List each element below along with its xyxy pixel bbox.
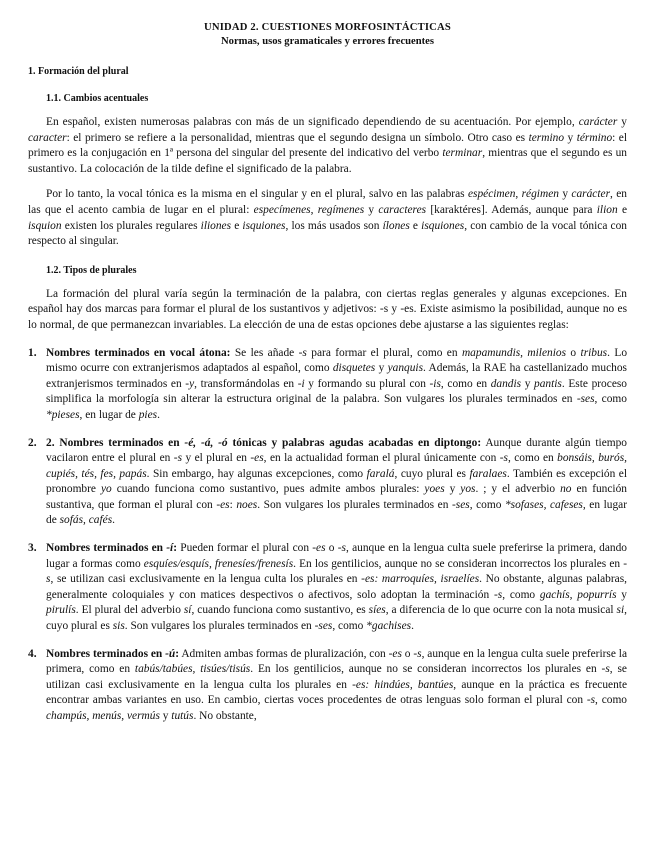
section-heading-plural: 1. Formación del plural [28, 66, 129, 77]
rules-list [28, 346, 627, 725]
subsection-heading-plural-types: 1.2. Tipos de plurales [46, 264, 137, 276]
paragraph-plural-intro: La formación del plural varía según la terminación de la palabra, con ciertas reglas generales y algunas excepciones. En español hay dos marcas para formar el plural de los sustantivos y adjetivos: -s y -es. Existe asimismo la posibilidad, aunque no es lo normal, de que permanezcan invariables. La elección de una de estas opciones debe ajustarse a las siguientes reglas: [28, 287, 627, 331]
document-subtitle: Normas, usos gramaticales y errores frecuentes [221, 36, 434, 47]
subsection-heading-accent-changes: 1.1. Cambios acentuales [46, 93, 149, 104]
list-item: 2. 2. Nombres terminados en -é, -á, -ó tónicas y palabras agudas acabadas en diptongo: Aunque durante algún tiempo vacilaron entre el plural en -s y el plural en -es, en la actualidad forman el plural únicamente con -s, como en bonsáis, burós, cupiés, tés, fes, papás. Sin embargo, hay algunas excepciones, como faralá, cuyo plural es faralaes. También es excepción el pronombre yo cuando funciona como sustantivo, pues admite ambos plurales: yoes y yos. ; y el adverbio no en función sustantiva, que forman el plural con -es: noes. Son vulgares los plurales terminados en -ses, como *sofases, cafeses, en lugar de sofás, cafés. [28, 436, 628, 527]
paragraph-tonic-vowel: Por lo tanto, la vocal tónica es la misma en el singular y en el plural, salvo en las palabras espécimen, régimen y carácter, en las que el acento cambia de lugar en el plural: especímenes, regímenes y caracteres [karaktéres]. Además, aunque para ilion e isquion existen los plurales regulares iliones e isquiones, los más usados son ílones e isquiones, con cambio de la vocal tónica con respecto al singular. [28, 188, 628, 248]
paragraph-accentuation: En español, existen numerosas palabras con más de un significado dependiendo de su acentuación. Por ejemplo, carácter y caracter: el primero se refiere a la personalidad, mientras que el segundo designa un símbolo. Otro caso es termino y término: el primero es la conjugación en 1ª persona del singular del presente del indicativo del verbo terminar, mientras que el segundo es un sustantivo. La colocación de la tilde define el significado de la palabra. [28, 116, 628, 175]
list-item: 4. Nombres terminados en -ú: Admiten ambas formas de pluralización, con -es o -s, aunque en la lengua culta suele preferirse la primera, como en tabús/tabúes, tisúes/tisús. En los gentilicios, aunque no se consideran incorrectos los plurales en -s, se utilizan casi exclusivamente en la lengua culta los plurales en -es: hindúes, bantúes, aunque en la práctica es frecuente encontrar ambas variantes en uso. En cambio, ciertas voces procedentes de otras lenguas solo forman el plural con -s, como champús, menús, vermús y tutús. No obstante, [28, 647, 628, 722]
document-title: UNIDAD 2. CUESTIONES MORFOSINTÁCTICAS [204, 22, 451, 33]
list-item: 3. Nombres terminados en -í: Pueden formar el plural con -es o -s, aunque en la lengua culta suele preferirse la primera, dando lugar a formas como esquíes/esquís, frenesíes/frenesís. En los gentilicios, aunque no se consideran incorrectos los plurales en -s, se utilizan casi exclusivamente en la lengua culta los plurales en -es: marroquíes, israelíes. No obstante, algunas palabras, generalmente coloquiales y con matices despectivos o afectivos, solo adoptan la terminación -s, como gachís, popurrís y pirulís. El plural del adverbio sí, cuando funciona como sustantivo, es síes, a diferencia de lo que ocurre con la nota musical si, cuyo plural es sis. Son vulgares los plurales terminados en -ses, como *gachises. [28, 542, 628, 633]
list-item: 1. Nombres terminados en vocal átona: Se les añade -s para formar el plural, como en mapamundis, milenios o tribus. Lo mismo ocurre con extranjerismos adaptados al español, como disquetes y yanquis. Además, la RAE ha castellanizado muchos extranjerismos terminados en -y, transformándolas en -i y formando su plural con -is, como en dandis y pantis. Este proceso simplifica la morfología sin alterar la estructura original de la palabra. Son vulgares los plurales terminados en -ses, como *pieses, en lugar de pies. [28, 346, 628, 421]
